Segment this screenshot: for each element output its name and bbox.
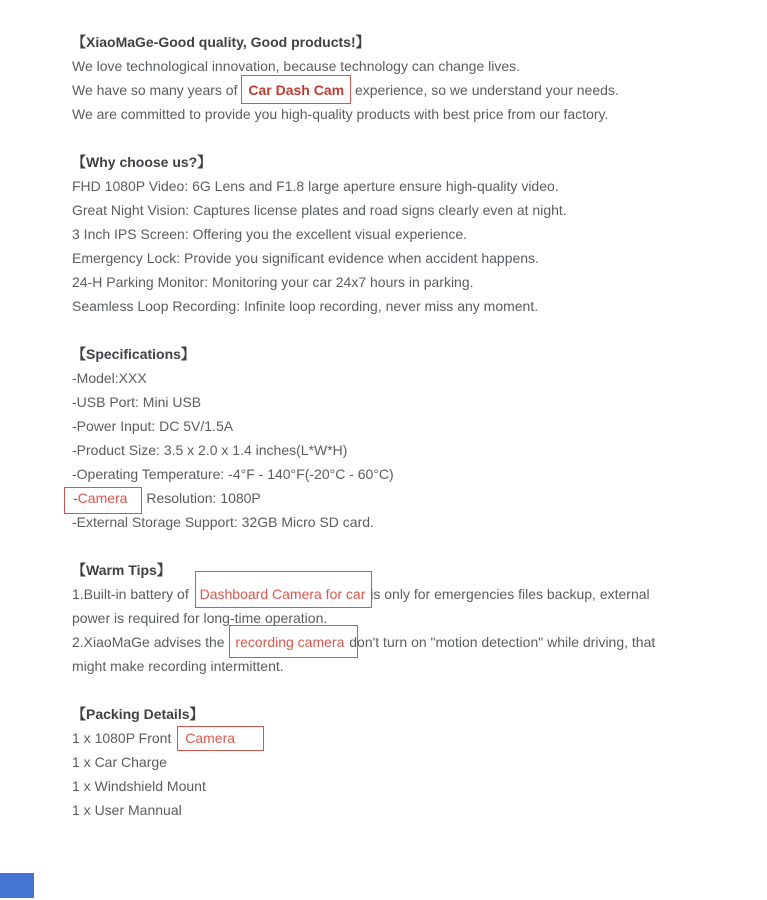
- spec-line: -Power Input: DC 5V/1.5A: [72, 418, 234, 434]
- spec-line: -Model:XXX: [72, 370, 147, 386]
- intro-heading: 【XiaoMaGe-Good quality, Good products!】: [72, 34, 370, 50]
- text-line: [72, 630, 767, 654]
- spec-line: -USB Port: Mini USB: [72, 394, 202, 410]
- cropped-blue-image-fragment: [0, 873, 34, 898]
- keyword-box-front-camera: [177, 726, 264, 751]
- keyword-link-front-camera[interactable]: Camera: [185, 730, 236, 746]
- text-line: might make recording intermittent.: [72, 658, 284, 674]
- feature-line: Emergency Lock: Provide you significant evidence when accident happens.: [72, 250, 539, 266]
- packing-line: [72, 726, 767, 750]
- section-why-choose-us: [72, 150, 767, 318]
- text-line: [72, 582, 767, 606]
- why-choose-us-heading: 【Why choose us?】: [72, 154, 212, 170]
- text-line: We love technological innovation, because technology can change lives.: [72, 58, 521, 74]
- line-text: don't turn on "motion detection" while driving, that: [345, 634, 656, 650]
- feature-line: Great Night Vision: Captures license plates and road signs clearly even at night.: [72, 202, 567, 218]
- packing-details-heading: 【Packing Details】: [72, 706, 204, 722]
- text-line: power is required for long-time operation.: [72, 610, 328, 626]
- feature-line: 24-H Parking Monitor: Monitoring your car 24x7 hours in parking.: [72, 274, 474, 290]
- text-line: [72, 78, 767, 102]
- warm-tips-heading: 【Warm Tips】: [72, 562, 171, 578]
- line-text: 1 x 1080P Front: [72, 730, 176, 746]
- section-intro: [72, 30, 767, 126]
- section-packing-details: [72, 702, 767, 822]
- keyword-box-dashboard-camera: [195, 571, 373, 608]
- line-text: 2.XiaoMaGe advises the: [72, 634, 229, 650]
- spec-line: -Operating Temperature: -4°F - 140°F(-20°C - 60°C): [72, 466, 394, 482]
- keyword-link-camera[interactable]: Camera: [77, 490, 128, 506]
- packing-line: 1 x Windshield Mount: [72, 778, 206, 794]
- spec-dash-prefix: -: [73, 490, 78, 506]
- spec-line-camera: [72, 486, 767, 510]
- text-line: We are committed to provide you high-quality products with best price from our factory.: [72, 106, 609, 122]
- keyword-link-dashboard-camera-for-car[interactable]: Dashboard Camera for car: [199, 586, 366, 602]
- packing-line: 1 x Car Charge: [72, 754, 167, 770]
- feature-line: FHD 1080P Video: 6G Lens and F1.8 large aperture ensure high-quality video.: [72, 178, 559, 194]
- feature-line: Seamless Loop Recording: Infinite loop recording, never miss any moment.: [72, 298, 539, 314]
- keyword-link-car-dash-cam[interactable]: Car Dash Cam: [248, 82, 345, 98]
- section-specifications: [72, 342, 767, 534]
- section-warm-tips: [72, 558, 767, 678]
- line-text: is only for emergencies files backup, external: [366, 586, 650, 602]
- line-text: experience, so we understand your needs.: [351, 82, 619, 98]
- spec-line: -Product Size: 3.5 x 2.0 x 1.4 inches(L*W*H): [72, 442, 348, 458]
- specifications-heading: 【Specifications】: [72, 346, 195, 362]
- keyword-box-car-dash-cam: [241, 75, 351, 104]
- line-text: Resolution: 1080P: [142, 490, 261, 506]
- feature-line: 3 Inch IPS Screen: Offering you the excellent visual experience.: [72, 226, 468, 242]
- packing-line: 1 x User Mannual: [72, 802, 182, 818]
- line-text: 1.Built-in battery of: [72, 586, 193, 602]
- line-text: We have so many years of: [72, 82, 242, 98]
- keyword-link-recording-camera[interactable]: recording camera: [235, 634, 345, 650]
- spec-line: -External Storage Support: 32GB Micro SD card.: [72, 514, 374, 530]
